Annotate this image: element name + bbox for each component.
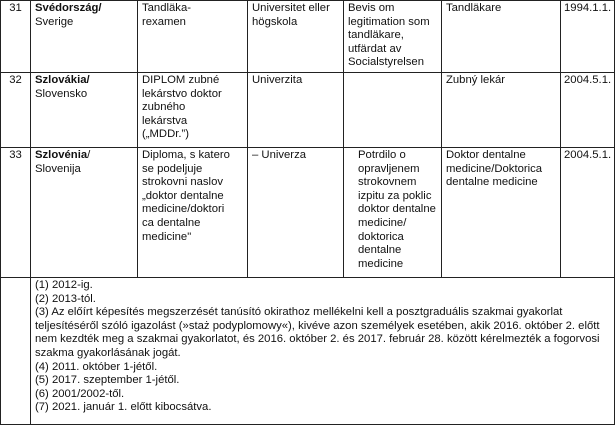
country-separator: / [87, 149, 91, 161]
awarding-body-line: Univerzita [252, 74, 303, 86]
awarding-body-cell [248, 73, 344, 148]
table-row [1, 148, 615, 278]
diploma-line: medicine/doktori [142, 203, 225, 216]
country-name-line [35, 149, 133, 163]
footnote: (7) 2021. január 1. előtt kibocsátva. [35, 401, 212, 414]
country-local-name: Slovenija [35, 162, 81, 175]
diploma-line: DIPLOM zubné [142, 74, 220, 86]
diploma-cell [138, 148, 248, 278]
diploma-line: zubného [142, 101, 186, 114]
footnote: (6) 2001/2002-től. [35, 387, 125, 400]
footnote: (2) 2013-tól. [35, 292, 96, 305]
professional-title-line: Zubný lekár [446, 74, 506, 86]
certificate-line: utfärdat av [348, 42, 402, 55]
certificate-line: Socialstyrelsen [348, 56, 424, 69]
professional-title-cell [442, 148, 561, 278]
footnote: (1) 2012-ig. [35, 279, 93, 291]
certificate-line: Bevis om [348, 2, 395, 14]
diploma-line: („MDDr.”) [142, 128, 190, 141]
awarding-body-line: Universitet eller [252, 2, 330, 14]
diploma-line: rexamen [142, 15, 186, 28]
diploma-line: Diploma, s katero [142, 149, 230, 161]
row-number: 31 [1, 1, 31, 73]
awarding-body-cell [248, 1, 344, 73]
footnotes-spacer [1, 278, 31, 425]
reference-date: 1994.1.1. [561, 1, 615, 73]
footnote: nem kezdték meg a szakmai gyakorlatot, és 2016. október 2. és 2017. február 28. között kérelmezték a fogorvosi [35, 333, 600, 346]
reference-date: 2004.5.1. [561, 148, 615, 278]
certificate-line: doktorica [358, 230, 404, 243]
certificate-cell [344, 1, 442, 73]
professional-title-cell [442, 73, 561, 148]
awarding-body-line: högskola [252, 15, 298, 28]
table-row [1, 73, 615, 148]
certificate-line: izpitu za poklic [358, 189, 432, 202]
footnote: teljesítéséről szóló igazolást (»staż podyplomowy«), kivéve azon személyek esetében, akik 2016. október 2. előtt [35, 319, 600, 332]
country-local-name: Sverige [35, 15, 74, 28]
diploma-line: lekárstva [142, 114, 188, 127]
country-cell [31, 73, 138, 148]
country-name: Svédország/ [35, 2, 102, 14]
diploma-line: strokovni naslov [142, 176, 223, 189]
table-row [1, 1, 615, 73]
professional-title-line: Tandläkare [446, 2, 502, 14]
row-number: 32 [1, 73, 31, 148]
awarding-body-cell [248, 148, 344, 278]
certificate-cell [344, 73, 442, 148]
diploma-line: ca dentalne [142, 216, 201, 229]
reference-date: 2004.5.1. [561, 73, 615, 148]
footnotes-cell [31, 278, 615, 425]
certificate-line: doktor dentalne [358, 203, 436, 216]
certificate-line: medicine/ [358, 216, 407, 229]
diploma-line: lekárstvo doktor [142, 87, 222, 100]
diploma-cell [138, 73, 248, 148]
certificate-line: medicine [358, 257, 404, 270]
awarding-body-line: – Univerza [252, 149, 306, 161]
professional-title-line: dentalne medicine [446, 176, 538, 189]
country-name: Szlovénia [35, 149, 88, 161]
footnote: szakma gyakorlásának jogát. [35, 346, 181, 359]
country-name: Szlovákia/ [35, 74, 90, 86]
certificate-line: Potrdilo o [358, 149, 406, 161]
footnote: (4) 2011. október 1-jétől. [35, 360, 158, 373]
diploma-line: „doktor dentalne [142, 189, 224, 202]
diploma-line: Tandläka- [142, 2, 191, 14]
professional-title-cell [442, 1, 561, 73]
footnote: (3) Az előírt képesítés megszerzését tanúsító okirathoz mellékelni kell a posztgraduális szakmai gyakorlat [35, 306, 563, 319]
country-cell [31, 1, 138, 73]
certificate-line: opravljenem [358, 162, 420, 175]
professional-title-line: Doktor dentalne [446, 149, 526, 161]
footnotes-row [1, 278, 615, 425]
country-cell [31, 148, 138, 278]
country-local-name: Slovensko [35, 87, 88, 100]
footnote: (5) 2017. szeptember 1-jétől. [35, 374, 180, 387]
certificate-line: tandläkare, [348, 29, 404, 42]
certificate-line: legitimation som [348, 15, 430, 28]
professional-title-line: medicine/Doktorica [446, 162, 543, 175]
certificate-line: dentalne [358, 244, 402, 257]
diploma-line: medicine" [142, 230, 192, 243]
certificate-cell [344, 148, 442, 278]
diploma-cell [138, 1, 248, 73]
diploma-line: se podeljuje [142, 162, 203, 175]
row-number: 33 [1, 148, 31, 278]
certificate-line: strokovnem [358, 176, 417, 189]
